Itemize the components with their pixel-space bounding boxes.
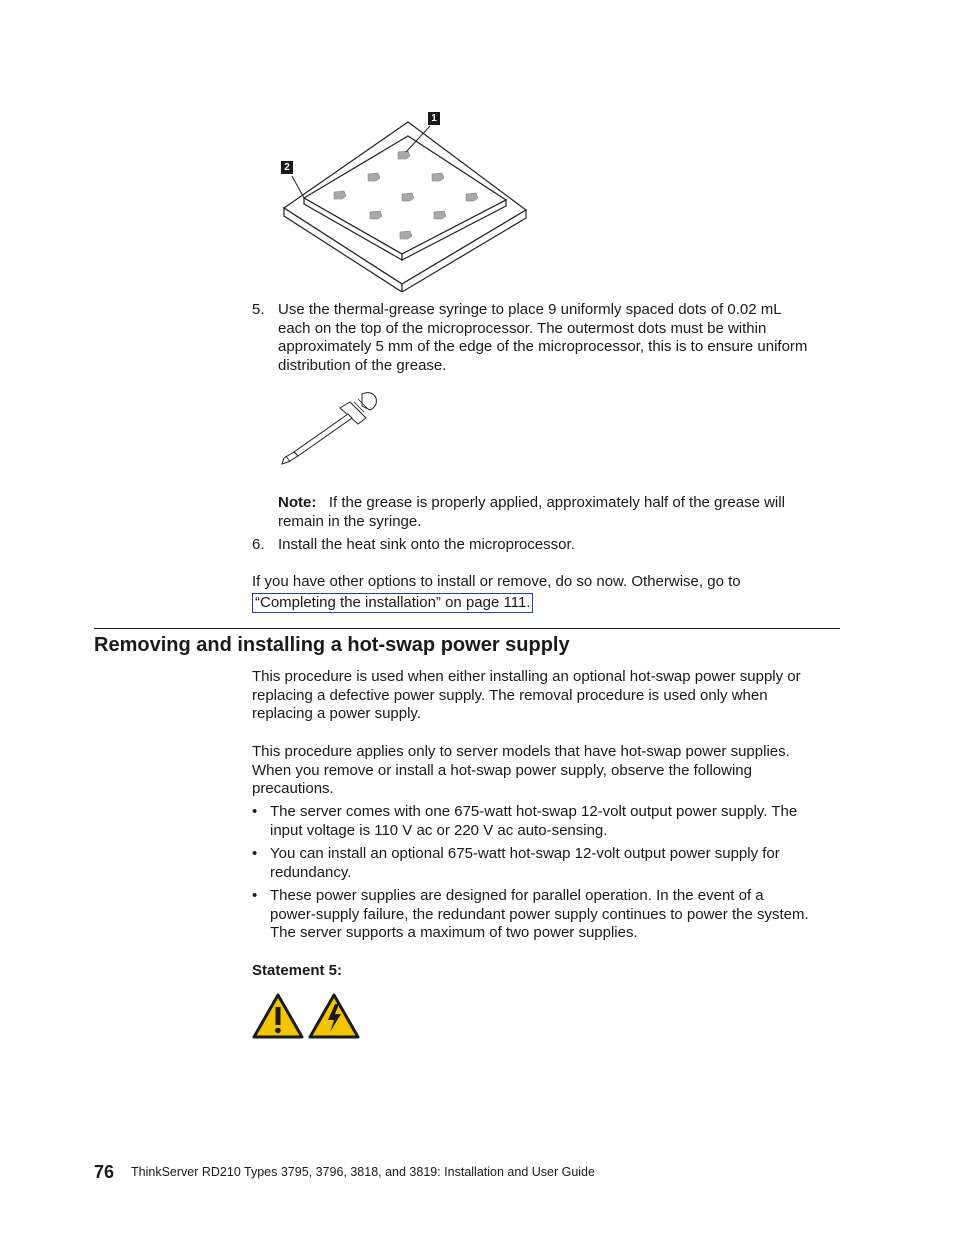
step-5-line: each on the top of the microprocessor. The outermost dots must be within xyxy=(278,319,767,337)
paragraph-line: This procedure is used when either installing an optional hot-swap power supply or xyxy=(252,668,801,685)
list-item xyxy=(252,887,842,943)
step-6-number: 6. xyxy=(252,536,265,553)
statement-label: Statement 5: xyxy=(252,962,343,979)
caution-triangle-icon xyxy=(252,992,304,1040)
paragraph-line: This procedure applies only to server models that have hot-swap power supplies. xyxy=(252,743,790,760)
paragraph-line: When you remove or install a hot-swap power supply, observe the following xyxy=(252,761,752,779)
bullet-glyph: • xyxy=(252,887,258,904)
step-6-text: Install the heat sink onto the microprocessor. xyxy=(278,536,575,553)
page-number: 76 xyxy=(94,1162,115,1182)
callout-2-badge xyxy=(281,161,293,174)
section-paragraph-2 xyxy=(252,743,852,799)
list-item xyxy=(252,803,842,840)
step-5-text xyxy=(278,301,848,375)
bullet-line: These power supplies are designed for parallel operation. In the event of a xyxy=(270,887,764,904)
syringe-figure xyxy=(278,388,382,466)
bullet-line: The server supports a maximum of two power supplies. xyxy=(270,924,638,941)
step-5-line: Use the thermal-grease syringe to place 9 uniformly spaced dots of 0.02 mL xyxy=(278,301,782,318)
bullet-glyph: • xyxy=(252,845,258,862)
note-block xyxy=(278,494,848,531)
electrical-hazard-icon xyxy=(308,992,360,1040)
completing-installation-link[interactable]: “Completing the installation” on page 111. xyxy=(252,593,533,614)
callout-1-label: 1 xyxy=(431,113,437,124)
paragraph-line: replacing a defective power supply. The removal procedure is used only when xyxy=(252,686,768,704)
paragraph-line: precautions. xyxy=(252,780,334,797)
section-divider xyxy=(94,628,840,629)
note-text-line2: remain in the syringe. xyxy=(278,512,422,530)
section-heading: Removing and installing a hot-swap power supply xyxy=(94,634,570,656)
callout-1-badge xyxy=(428,112,440,125)
note-text-line1: If the grease is properly applied, approximately half of the grease will xyxy=(328,494,785,511)
callout-2-label: 2 xyxy=(284,162,290,173)
footer-title: ThinkServer RD210 Types 3795, 3796, 3818, and 3819: Installation and User Guide xyxy=(131,1165,595,1179)
note-label: Note: xyxy=(278,494,317,511)
step-5-line: distribution of the grease. xyxy=(278,356,447,374)
step-5-number: 5. xyxy=(252,301,265,318)
bullet-line: redundancy. xyxy=(270,863,352,881)
section-paragraph-1 xyxy=(252,668,852,724)
microprocessor-grease-figure xyxy=(276,108,532,292)
options-paragraph xyxy=(252,573,852,613)
paragraph-line: replacing a power supply. xyxy=(252,705,421,722)
options-line1: If you have other options to install or remove, do so now. Otherwise, go to xyxy=(252,573,741,590)
list-item xyxy=(252,845,842,882)
bullet-line: The server comes with one 675-watt hot-swap 12-volt output power supply. The xyxy=(270,803,798,820)
bullet-glyph: • xyxy=(252,803,258,820)
step-5-line: approximately 5 mm of the edge of the microprocessor, this is to ensure uniform xyxy=(278,338,808,355)
bullet-line: input voltage is 110 V ac or 220 V ac auto-sensing. xyxy=(270,821,608,839)
bullet-line: You can install an optional 675-watt hot-swap 12-volt output power supply for xyxy=(270,845,780,862)
bullet-line: power-supply failure, the redundant power supply continues to power the system. xyxy=(270,905,809,923)
